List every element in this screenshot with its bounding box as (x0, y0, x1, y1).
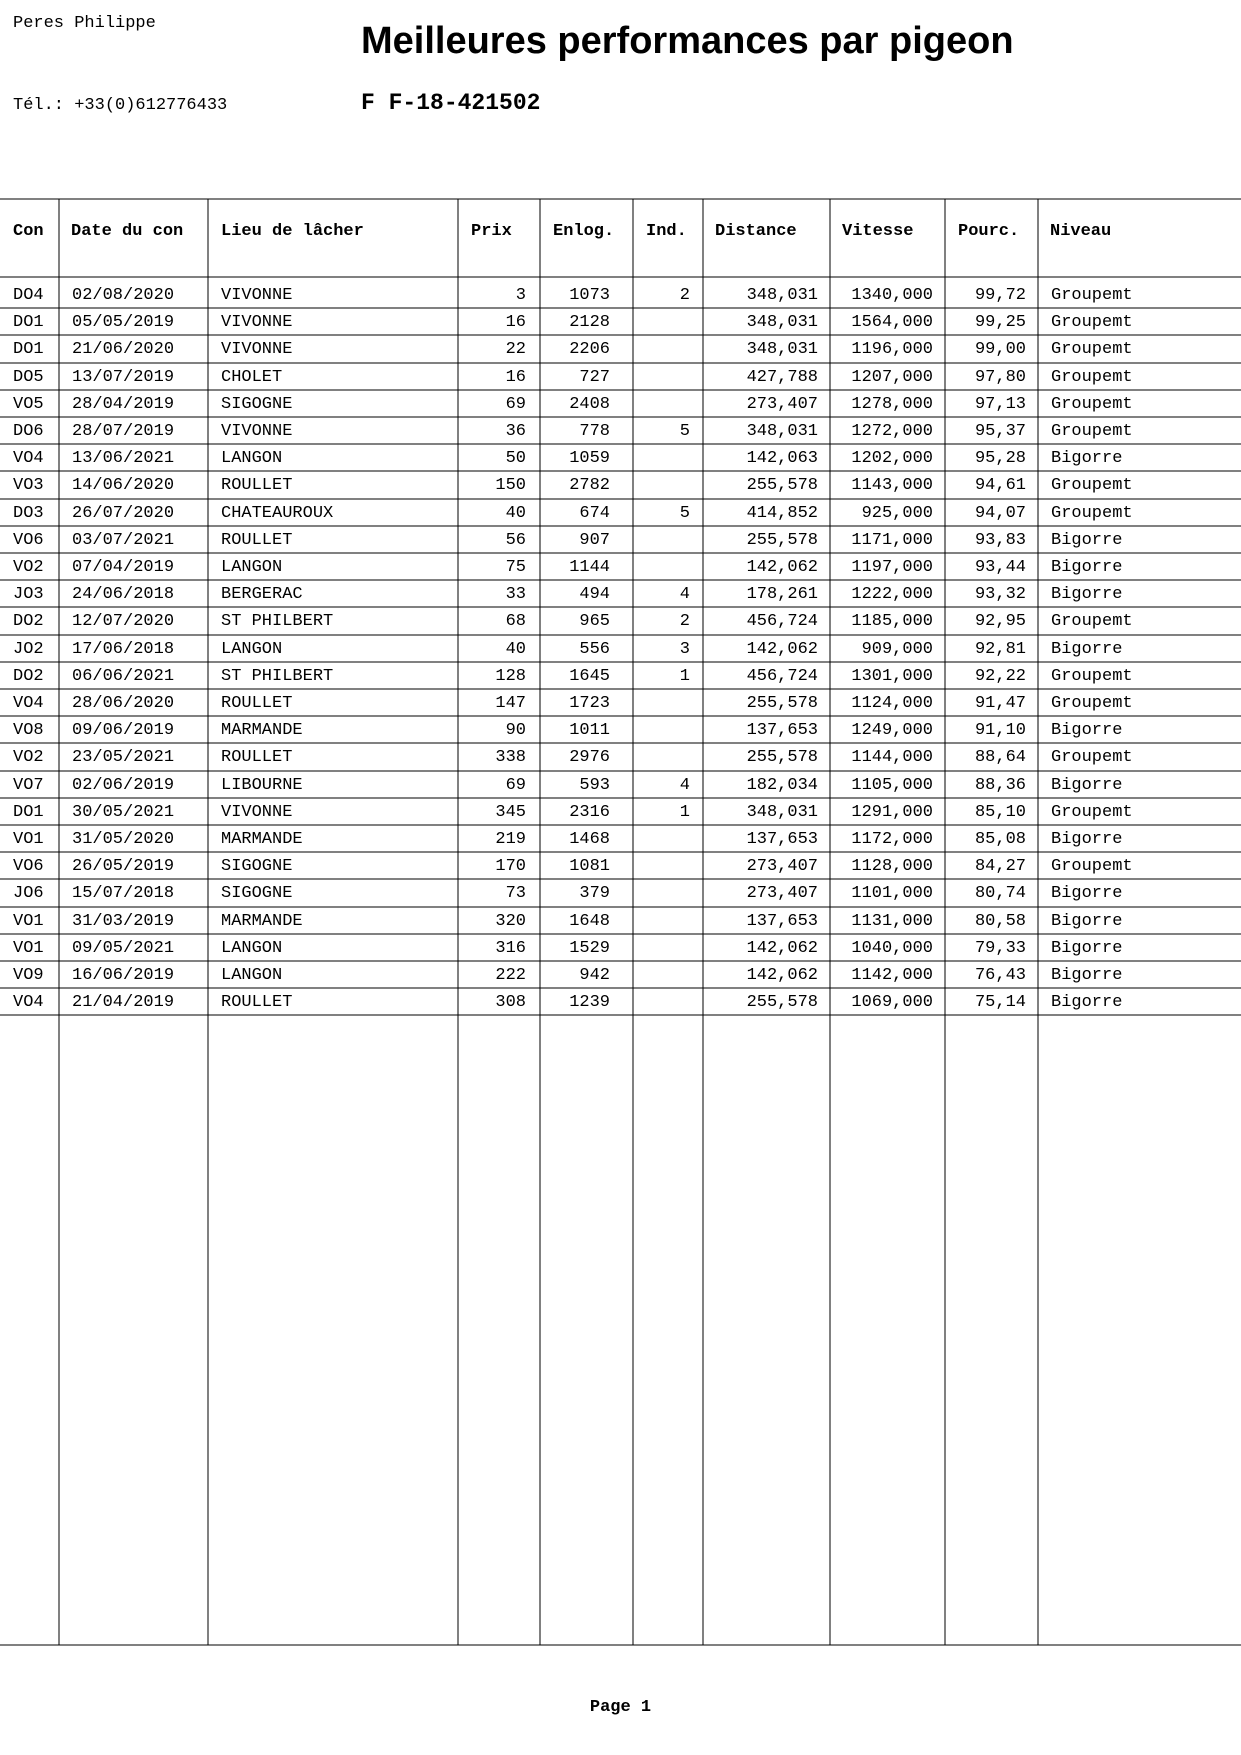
cell-enlog: 1081 (569, 857, 610, 877)
cell-pourc: 80,74 (974, 884, 1026, 904)
cell-distance: 142,063 (746, 449, 818, 469)
cell-pourc: 92,22 (974, 666, 1026, 686)
pigeon-ring-number: F F-18-421502 (361, 90, 541, 116)
cell-con: VO1 (13, 830, 44, 849)
cell-con: DO1 (13, 313, 44, 333)
cell-prix: 150 (495, 476, 526, 496)
cell-vitesse: 1143,000 (851, 476, 933, 496)
cell-ind: 5 (679, 422, 690, 441)
cell-date: 21/04/2019 (72, 993, 175, 1013)
cell-pourc: 75,14 (974, 993, 1026, 1013)
cell-con: DO1 (13, 802, 44, 822)
cell-lieu: LANGON (221, 639, 283, 659)
cell-date: 31/05/2020 (72, 830, 175, 849)
cell-niveau: Bigorre (1051, 639, 1123, 659)
cell-distance: 137,653 (746, 830, 818, 849)
cell-vitesse: 1185,000 (851, 612, 933, 632)
cell-distance: 142,062 (746, 558, 818, 577)
cell-lieu: MARMANDE (221, 721, 303, 741)
cell-ind: 4 (679, 585, 690, 605)
table-row (0, 527, 1241, 554)
table-row (0, 690, 1241, 717)
cell-niveau: Bigorre (1051, 585, 1123, 605)
cell-enlog: 1144 (569, 558, 610, 577)
cell-con: VO7 (13, 775, 44, 795)
cell-enlog: 556 (579, 639, 610, 659)
table-row (0, 391, 1241, 418)
cell-lieu: LANGON (221, 938, 283, 958)
cell-enlog: 1073 (569, 286, 610, 305)
cell-prix: 345 (495, 802, 526, 822)
cell-pourc: 91,47 (974, 694, 1026, 713)
cell-prix: 147 (495, 694, 526, 713)
cell-enlog: 965 (579, 612, 610, 632)
cell-niveau: Groupemt (1051, 313, 1133, 333)
cell-niveau: Groupemt (1051, 422, 1133, 441)
cell-enlog: 1011 (569, 721, 610, 741)
cell-enlog: 1648 (569, 911, 610, 931)
cell-distance: 348,031 (746, 802, 818, 822)
cell-vitesse: 1128,000 (851, 857, 933, 877)
cell-vitesse: 1172,000 (851, 830, 933, 849)
cell-ind: 1 (679, 666, 690, 686)
cell-pourc: 94,61 (974, 476, 1026, 496)
cell-con: VO4 (13, 993, 44, 1013)
cell-enlog: 593 (579, 775, 610, 795)
cell-pourc: 95,28 (974, 449, 1026, 469)
table-row (0, 853, 1241, 880)
cell-date: 02/06/2019 (72, 775, 175, 795)
cell-enlog: 1645 (569, 666, 610, 686)
phone-number: Tél.: +33(0)612776433 (13, 96, 228, 115)
cell-pourc: 99,25 (974, 313, 1026, 333)
cell-pourc: 93,44 (974, 558, 1026, 577)
cell-prix: 56 (505, 530, 526, 550)
col-header-prix: Prix (471, 222, 512, 241)
cell-vitesse: 1069,000 (851, 993, 933, 1013)
cell-niveau: Bigorre (1051, 530, 1123, 550)
cell-niveau: Groupemt (1051, 694, 1133, 713)
cell-enlog: 2976 (569, 748, 610, 768)
col-header-lieu: Lieu de lâcher (221, 222, 364, 241)
cell-lieu: LIBOURNE (221, 775, 303, 795)
table-row (0, 744, 1241, 771)
cell-lieu: ROULLET (221, 993, 293, 1013)
cell-prix: 338 (495, 748, 526, 768)
cell-vitesse: 1197,000 (851, 558, 933, 577)
cell-vitesse: 1340,000 (851, 286, 933, 305)
cell-date: 26/05/2019 (72, 857, 175, 877)
cell-prix: 90 (505, 721, 526, 741)
cell-ind: 2 (679, 612, 690, 632)
cell-con: DO5 (13, 367, 44, 387)
cell-distance: 273,407 (746, 857, 818, 877)
cell-prix: 316 (495, 938, 526, 958)
cell-vitesse: 1142,000 (851, 966, 933, 985)
cell-ind: 2 (679, 286, 690, 305)
cell-prix: 50 (505, 449, 526, 469)
table-row (0, 799, 1241, 826)
cell-prix: 68 (505, 612, 526, 632)
cell-distance: 255,578 (746, 530, 818, 550)
cell-date: 30/05/2021 (72, 802, 175, 822)
table-row (0, 989, 1241, 1016)
cell-distance: 348,031 (746, 313, 818, 333)
cell-vitesse: 1564,000 (851, 313, 933, 333)
col-header-date: Date du con (71, 222, 184, 241)
cell-prix: 308 (495, 993, 526, 1013)
cell-vitesse: 1202,000 (851, 449, 933, 469)
cell-lieu: LANGON (221, 558, 283, 577)
cell-niveau: Bigorre (1051, 911, 1123, 931)
cell-niveau: Bigorre (1051, 449, 1123, 469)
table-row (0, 663, 1241, 690)
cell-prix: 33 (505, 585, 526, 605)
cell-prix: 75 (505, 558, 526, 577)
cell-ind: 1 (679, 802, 690, 822)
cell-vitesse: 925,000 (861, 503, 933, 523)
cell-pourc: 79,33 (974, 938, 1026, 958)
cell-distance: 178,261 (746, 585, 818, 605)
col-header-distance: Distance (715, 222, 797, 241)
cell-distance: 255,578 (746, 748, 818, 768)
cell-niveau: Groupemt (1051, 857, 1133, 877)
cell-vitesse: 1272,000 (851, 422, 933, 441)
cell-niveau: Groupemt (1051, 612, 1133, 632)
cell-distance: 273,407 (746, 884, 818, 904)
table-row (0, 364, 1241, 391)
cell-con: DO6 (13, 422, 44, 441)
cell-con: JO2 (13, 639, 44, 659)
cell-con: DO1 (13, 340, 44, 360)
cell-date: 03/07/2021 (72, 530, 175, 550)
cell-date: 28/06/2020 (72, 694, 175, 713)
cell-date: 15/07/2018 (72, 884, 175, 904)
cell-con: JO6 (13, 884, 44, 904)
cell-distance: 255,578 (746, 993, 818, 1013)
cell-distance: 142,062 (746, 966, 818, 985)
cell-date: 02/08/2020 (72, 286, 175, 305)
cell-distance: 137,653 (746, 911, 818, 931)
col-header-niveau: Niveau (1050, 222, 1112, 241)
cell-con: VO6 (13, 857, 44, 877)
page-number: Page 1 (589, 1698, 652, 1717)
cell-vitesse: 1301,000 (851, 666, 933, 686)
table-row (0, 908, 1241, 935)
cell-prix: 3 (515, 286, 526, 305)
cell-niveau: Bigorre (1051, 830, 1123, 849)
cell-prix: 40 (505, 503, 526, 523)
cell-ind: 4 (679, 775, 690, 795)
cell-niveau: Groupemt (1051, 476, 1133, 496)
col-header-vitesse: Vitesse (842, 222, 914, 241)
cell-prix: 69 (505, 775, 526, 795)
cell-con: DO2 (13, 666, 44, 686)
cell-pourc: 99,00 (974, 340, 1026, 360)
table-row (0, 717, 1241, 744)
cell-lieu: VIVONNE (221, 422, 293, 441)
cell-con: VO4 (13, 449, 44, 469)
cell-vitesse: 1131,000 (851, 911, 933, 931)
cell-lieu: MARMANDE (221, 911, 303, 931)
cell-date: 14/06/2020 (72, 476, 175, 496)
cell-niveau: Bigorre (1051, 993, 1123, 1013)
col-header-con: Con (13, 222, 44, 241)
cell-niveau: Groupemt (1051, 367, 1133, 387)
cell-date: 16/06/2019 (72, 966, 175, 985)
cell-lieu: BERGERAC (221, 585, 303, 605)
cell-niveau: Bigorre (1051, 938, 1123, 958)
cell-date: 13/06/2021 (72, 449, 175, 469)
cell-distance: 137,653 (746, 721, 818, 741)
cell-enlog: 2408 (569, 394, 610, 414)
table-row (0, 336, 1241, 363)
cell-prix: 40 (505, 639, 526, 659)
cell-con: VO6 (13, 530, 44, 550)
cell-niveau: Groupemt (1051, 340, 1133, 360)
cell-date: 23/05/2021 (72, 748, 175, 768)
table-row (0, 282, 1241, 309)
cell-niveau: Bigorre (1051, 558, 1123, 577)
cell-prix: 170 (495, 857, 526, 877)
cell-vitesse: 1291,000 (851, 802, 933, 822)
cell-distance: 255,578 (746, 476, 818, 496)
cell-lieu: ROULLET (221, 694, 293, 713)
cell-date: 06/06/2021 (72, 666, 175, 686)
cell-date: 07/04/2019 (72, 558, 175, 577)
cell-pourc: 92,95 (974, 612, 1026, 632)
cell-distance: 456,724 (746, 612, 818, 632)
cell-date: 21/06/2020 (72, 340, 175, 360)
cell-con: VO3 (13, 476, 44, 496)
cell-con: VO1 (13, 938, 44, 958)
cell-vitesse: 1101,000 (851, 884, 933, 904)
cell-date: 17/06/2018 (72, 639, 175, 659)
cell-enlog: 494 (579, 585, 610, 605)
cell-lieu: LANGON (221, 966, 283, 985)
cell-niveau: Groupemt (1051, 286, 1133, 305)
cell-con: VO5 (13, 394, 44, 414)
cell-pourc: 94,07 (974, 503, 1026, 523)
cell-vitesse: 1278,000 (851, 394, 933, 414)
cell-vitesse: 1144,000 (851, 748, 933, 768)
cell-lieu: MARMANDE (221, 830, 303, 849)
table-row (0, 935, 1241, 962)
cell-date: 09/05/2021 (72, 938, 175, 958)
cell-distance: 182,034 (746, 775, 818, 795)
table-row (0, 880, 1241, 907)
cell-distance: 348,031 (746, 340, 818, 360)
cell-lieu: CHATEAUROUX (221, 503, 334, 523)
cell-niveau: Bigorre (1051, 966, 1123, 985)
cell-con: JO3 (13, 585, 44, 605)
cell-niveau: Bigorre (1051, 775, 1123, 795)
cell-lieu: ST PHILBERT (221, 666, 334, 686)
cell-lieu: CHOLET (221, 367, 283, 387)
cell-distance: 427,788 (746, 367, 818, 387)
cell-enlog: 942 (579, 966, 610, 985)
cell-con: VO1 (13, 911, 44, 931)
table-row (0, 608, 1241, 635)
cell-pourc: 76,43 (974, 966, 1026, 985)
cell-enlog: 2128 (569, 313, 610, 333)
cell-con: VO9 (13, 966, 44, 985)
cell-date: 28/07/2019 (72, 422, 175, 441)
cell-prix: 69 (505, 394, 526, 414)
cell-pourc: 88,64 (974, 748, 1026, 768)
cell-niveau: Bigorre (1051, 721, 1123, 741)
cell-vitesse: 1105,000 (851, 775, 933, 795)
cell-distance: 142,062 (746, 938, 818, 958)
page-title: Meilleures performances par pigeon (361, 20, 1014, 62)
cell-prix: 22 (505, 340, 526, 360)
cell-lieu: LANGON (221, 449, 283, 469)
cell-lieu: ROULLET (221, 748, 293, 768)
cell-prix: 73 (505, 884, 526, 904)
table-row (0, 962, 1241, 989)
table-row (0, 581, 1241, 608)
cell-pourc: 95,37 (974, 422, 1026, 441)
cell-lieu: ROULLET (221, 476, 293, 496)
cell-vitesse: 1207,000 (851, 367, 933, 387)
cell-enlog: 2782 (569, 476, 610, 496)
col-header-pourc: Pourc. (958, 222, 1020, 241)
cell-distance: 348,031 (746, 422, 818, 441)
cell-pourc: 88,36 (974, 775, 1026, 795)
cell-prix: 36 (505, 422, 526, 441)
cell-ind: 3 (679, 639, 690, 659)
cell-enlog: 1468 (569, 830, 610, 849)
cell-prix: 219 (495, 830, 526, 849)
cell-con: VO2 (13, 558, 44, 577)
cell-lieu: ST PHILBERT (221, 612, 334, 632)
cell-date: 05/05/2019 (72, 313, 175, 333)
cell-enlog: 2316 (569, 802, 610, 822)
cell-enlog: 1239 (569, 993, 610, 1013)
cell-con: DO3 (13, 503, 44, 523)
col-header-enlog: Enlog. (553, 222, 615, 241)
col-header-ind: Ind. (646, 222, 687, 241)
cell-date: 28/04/2019 (72, 394, 175, 414)
cell-pourc: 85,10 (974, 802, 1026, 822)
cell-con: DO2 (13, 612, 44, 632)
table-row (0, 500, 1241, 527)
cell-date: 13/07/2019 (72, 367, 175, 387)
cell-lieu: VIVONNE (221, 313, 293, 333)
cell-vitesse: 1249,000 (851, 721, 933, 741)
cell-con: VO2 (13, 748, 44, 768)
cell-pourc: 84,27 (974, 857, 1026, 877)
table-row (0, 418, 1241, 445)
cell-prix: 16 (505, 367, 526, 387)
cell-pourc: 99,72 (974, 286, 1026, 305)
table-row (0, 309, 1241, 336)
cell-date: 12/07/2020 (72, 612, 175, 632)
table-row (0, 826, 1241, 853)
owner-name: Peres Philippe (13, 14, 156, 33)
cell-prix: 16 (505, 313, 526, 333)
cell-vitesse: 909,000 (861, 639, 933, 659)
cell-distance: 414,852 (746, 503, 818, 523)
cell-enlog: 674 (579, 503, 610, 523)
cell-pourc: 91,10 (974, 721, 1026, 741)
cell-niveau: Bigorre (1051, 884, 1123, 904)
cell-con: VO4 (13, 694, 44, 713)
cell-vitesse: 1040,000 (851, 938, 933, 958)
cell-pourc: 92,81 (974, 639, 1026, 659)
cell-ind: 5 (679, 503, 690, 523)
cell-enlog: 907 (579, 530, 610, 550)
cell-enlog: 1059 (569, 449, 610, 469)
cell-niveau: Groupemt (1051, 802, 1133, 822)
cell-niveau: Groupemt (1051, 503, 1133, 523)
table-row (0, 445, 1241, 472)
cell-pourc: 97,13 (974, 394, 1026, 414)
cell-lieu: VIVONNE (221, 340, 293, 360)
cell-pourc: 85,08 (974, 830, 1026, 849)
cell-pourc: 93,83 (974, 530, 1026, 550)
cell-distance: 273,407 (746, 394, 818, 414)
cell-enlog: 2206 (569, 340, 610, 360)
table-row (0, 636, 1241, 663)
cell-distance: 348,031 (746, 286, 818, 305)
cell-vitesse: 1196,000 (851, 340, 933, 360)
cell-enlog: 1529 (569, 938, 610, 958)
cell-con: VO8 (13, 721, 44, 741)
cell-lieu: SIGOGNE (221, 394, 293, 414)
cell-distance: 456,724 (746, 666, 818, 686)
cell-vitesse: 1171,000 (851, 530, 933, 550)
cell-prix: 222 (495, 966, 526, 985)
cell-lieu: VIVONNE (221, 286, 293, 305)
table-row (0, 472, 1241, 499)
cell-niveau: Groupemt (1051, 748, 1133, 768)
cell-lieu: ROULLET (221, 530, 293, 550)
cell-distance: 142,062 (746, 639, 818, 659)
table-row (0, 772, 1241, 799)
cell-lieu: SIGOGNE (221, 884, 293, 904)
cell-pourc: 93,32 (974, 585, 1026, 605)
cell-enlog: 778 (579, 422, 610, 441)
cell-date: 31/03/2019 (72, 911, 175, 931)
cell-prix: 128 (495, 666, 526, 686)
cell-distance: 255,578 (746, 694, 818, 713)
cell-date: 26/07/2020 (72, 503, 175, 523)
cell-enlog: 727 (579, 367, 610, 387)
cell-lieu: VIVONNE (221, 802, 293, 822)
cell-date: 24/06/2018 (72, 585, 175, 605)
cell-vitesse: 1124,000 (851, 694, 933, 713)
table-row (0, 554, 1241, 581)
cell-con: DO4 (13, 286, 44, 305)
cell-pourc: 80,58 (974, 911, 1026, 931)
cell-niveau: Groupemt (1051, 394, 1133, 414)
cell-pourc: 97,80 (974, 367, 1026, 387)
cell-lieu: SIGOGNE (221, 857, 293, 877)
cell-niveau: Groupemt (1051, 666, 1133, 686)
cell-enlog: 1723 (569, 694, 610, 713)
cell-enlog: 379 (579, 884, 610, 904)
cell-prix: 320 (495, 911, 526, 931)
cell-date: 09/06/2019 (72, 721, 175, 741)
cell-vitesse: 1222,000 (851, 585, 933, 605)
